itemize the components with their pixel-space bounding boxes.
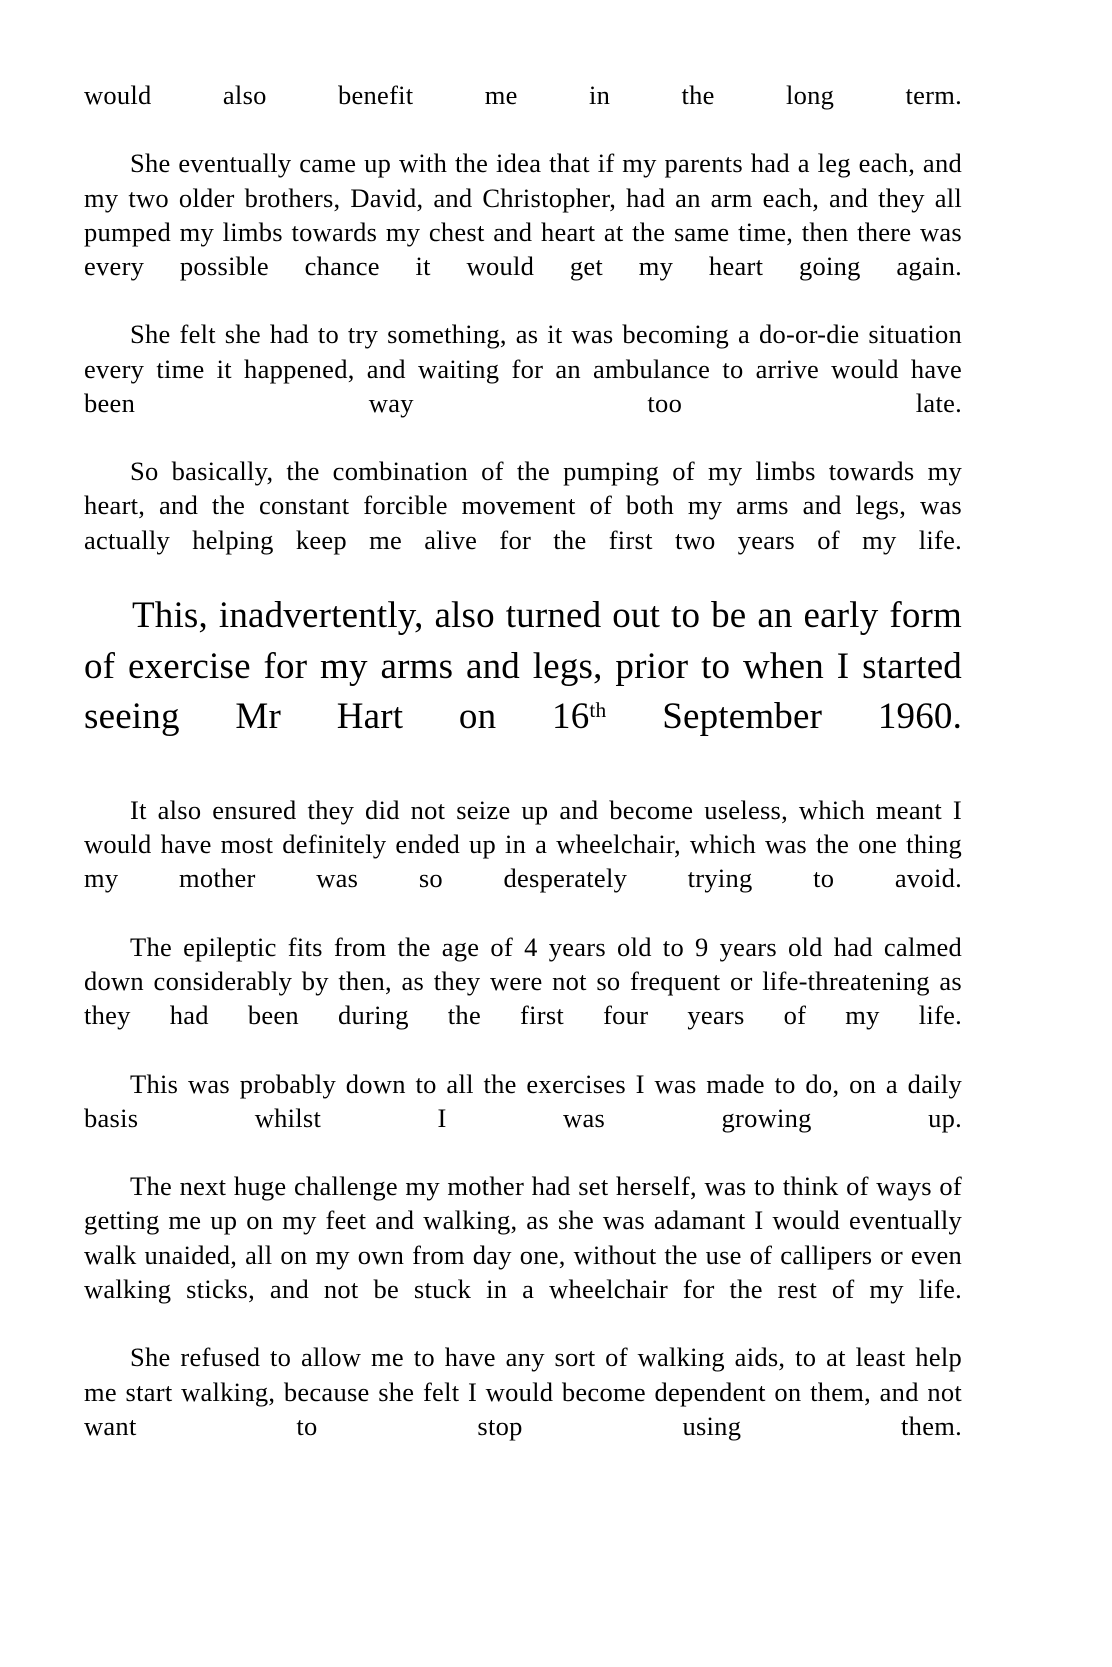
paragraph: So basically, the combination of the pumping of my limbs towards my heart, and the constant forcible movement of both my arms and legs, was actually helping keep me alive for the first two years of my life.: [84, 456, 962, 555]
paragraph: She felt she had to try something, as it was becoming a do-or-die situation every time it happened, and waiting for an ambulance to arrive would have been way too late.: [84, 319, 962, 418]
paragraph: This was probably down to all the exercises I was made to do, on a daily basis whilst I was growing up.: [84, 1068, 962, 1133]
emphasised-text-part-1: This, inadvertently, also turned out to be an early form of exercise for my arms and legs, prior to when I started seeing Mr Hart on 16: [84, 595, 962, 738]
paragraph-continuation: would also benefit me in the long term.: [84, 80, 962, 110]
emphasised-text-part-2: September 1960.: [606, 696, 963, 738]
emphasised-paragraph: [84, 591, 962, 793]
paragraph: It also ensured they did not seize up and become useless, which meant I would have most definitely ended up in a wheelchair, which was the one thing my mother was so desperately trying to avoid.: [84, 795, 962, 894]
paragraph: The epileptic fits from the age of 4 years old to 9 years old had calmed down considerably by then, as they were not so frequent or life-threatening as they had been during the first four years of my life.: [84, 931, 962, 1031]
paragraph: The next huge challenge my mother had set herself, was to think of ways of getting me up on my feet and walking, as she was adamant I would eventually walk unaided, all on my own from day one, without the use of callipers or even walking sticks, and not be stuck in a wheelchair for the rest of my life.: [84, 1171, 962, 1304]
ordinal-superscript: th: [589, 697, 607, 722]
text-column: [84, 78, 962, 1477]
paragraph: She refused to allow me to have any sort of walking aids, to at least help me start walking, because she felt I would become dependent on them, and not want to stop using them.: [84, 1342, 962, 1441]
paragraph: She eventually came up with the idea that if my parents had a leg each, and my two older brothers, David, and Christopher, had an arm each, and they all pumped my limbs towards my chest and heart at the same time, then there was every possible chance it would get my heart going again.: [84, 148, 962, 282]
